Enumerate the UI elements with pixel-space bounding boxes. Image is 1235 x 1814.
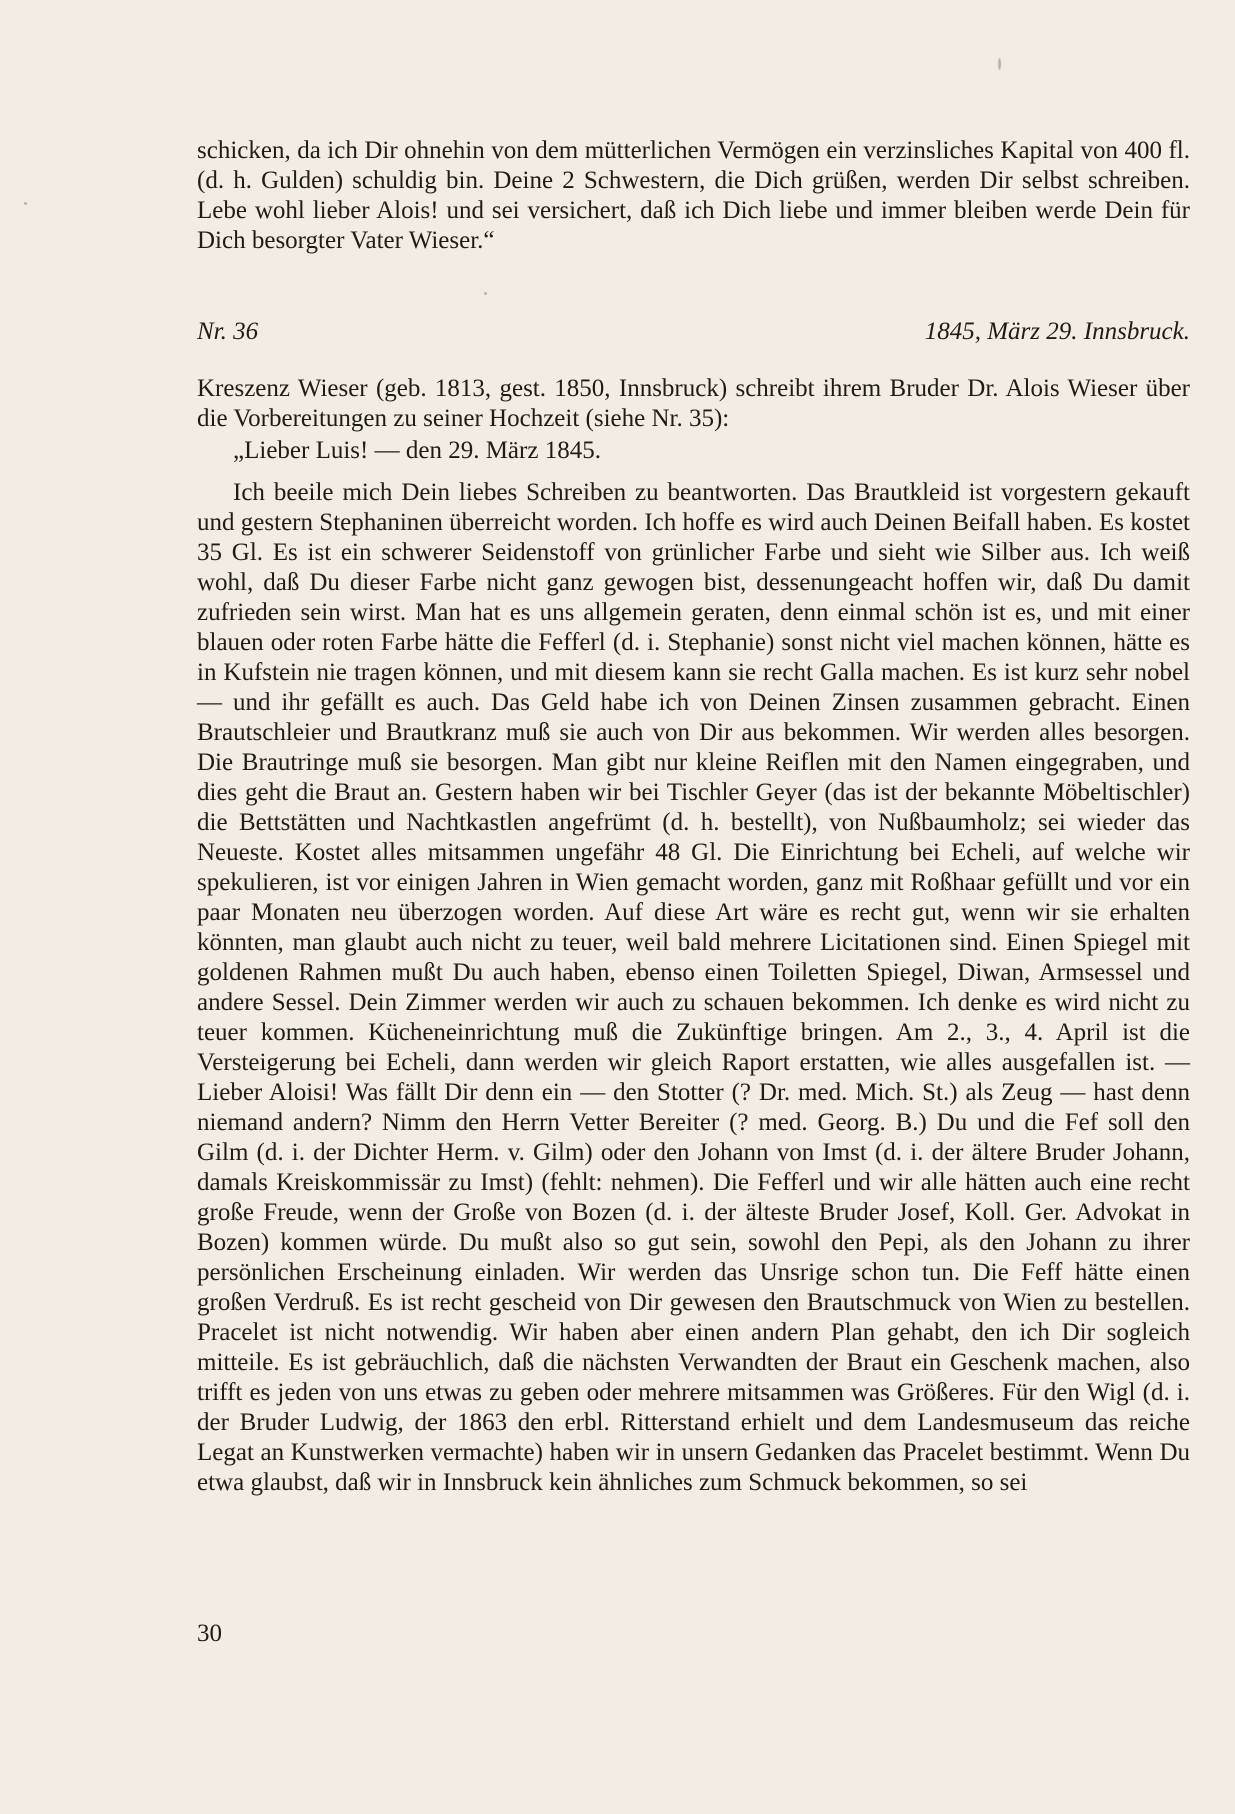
letter-ending-paragraph: schicken, da ich Dir ohnehin von dem mütterlichen Vermögen ein verzinsliches Kapital von 400 fl. (d. h. Gulden) schuldig bin. Deine 2 Schwestern, die Dich grüßen, werden Dir selbst schreiben. Lebe wohl lieber Alois! und sei versichert, daß ich Dich liebe und immer bleiben werde Dein für Dich besorgter Vater Wieser.“ (197, 137, 1190, 254)
entry-date-place: 1845, März 29. Innsbruck. (924, 318, 1190, 345)
letter-salutation: „Lieber Luis! — den 29. März 1845. (233, 437, 601, 464)
entry-header (197, 318, 1190, 346)
intro-paragraph: Kreszenz Wieser (geb. 1813, gest. 1850, Innsbruck) schreibt ihrem Bruder Dr. Alois Wieser über die Vorbereitungen zu seiner Hochzeit (siehe Nr. 35): (197, 375, 1190, 432)
paper-speck (998, 58, 1001, 70)
paper-speck (24, 202, 27, 205)
page-number: 30 (197, 1620, 222, 1647)
letter-body (197, 478, 1190, 1498)
letter-ending (197, 136, 1190, 256)
body-paragraph: Ich beeile mich Dein liebes Schreiben zu beantworten. Das Brautkleid ist vorgestern gekauft und gestern Stephaninen überreicht worden. Ich hoffe es wird auch Deinen Beifall haben. Es kostet 35 Gl. Es ist ein schwerer Seidenstoff von grünlicher Farbe und sieht wie Silber aus. Ich weiß wohl, daß Du dieser Farbe nicht ganz gewogen bist, dessenungeacht hoffen wir, daß Du damit zufrieden sein wirst. Man hat es uns allgemein geraten, denn einmal schön ist es, und mit einer blauen oder roten Farbe hätte die Fefferl (d. i. Stephanie) sonst nicht viel machen können, hätte es in Kufstein nie tragen können, und mit diesem kann sie recht Galla machen. Es ist kurz sehr nobel — und ihr gefällt es auch. Das Geld habe ich von Deinen Zinsen zusammen gebracht. Einen Brautschleier und Brautkranz muß sie auch von Dir aus bekommen. Wir werden alles besorgen. Die Brautringe muß sie besorgen. Man gibt nur kleine Reiflen mit den Namen eingegraben, und dies geht die Braut an. Gestern haben wir bei Tischler Geyer (das ist der bekannte Möbeltischler) die Bettstätten und Nachtkastlen angefrümt (d. h. bestellt), von Nußbaumholz; sei wieder das Neueste. Kostet alles mitsammen ungefähr 48 Gl. Die Einrichtung bei Echeli, auf welche wir spekulieren, ist vor einigen Jahren in Wien gemacht worden, ganz mit Roßhaar gefüllt und vor ein paar Monaten neu überzogen worden. Auf diese Art wäre es recht gut, wenn wir sie erhalten könnten, man glaubt auch nicht zu teuer, weil bald mehrere Licitationen sind. Einen Spiegel mit goldenen Rahmen mußt Du auch haben, ebenso einen Toiletten Spiegel, Diwan, Armsessel und andere Sessel. Dein Zimmer werden wir auch zu schauen bekommen. Ich denke es wird nicht zu teuer kommen. Kücheneinrichtung muß die Zukünftige bringen. Am 2., 3., 4. April ist die Versteigerung bei Echeli, dann werden wir gleich Raport erstatten, wie alles ausgefallen ist. — Lieber Aloisi! Was fällt Dir denn ein — den Stotter (? Dr. med. Mich. St.) als Zeug — hast denn niemand andern? Nimm den Herrn Vetter Bereiter (? med. Georg. B.) Du und die Fef soll den Gilm (d. i. der Dichter Herm. v. Gilm) oder den Johann von Imst (d. i. der ältere Bruder Johann, damals Kreiskommissär zu Imst) (fehlt: nehmen). Die Fefferl und wir alle hätten auch eine recht große Freude, wenn der Große von Bozen (d. i. der älteste Bruder Josef, Koll. Ger. Advokat in Bozen) kommen würde. Du mußt also so gut sein, sowohl den Pepi, als den Johann zu ihrer persönlichen Erscheinung einladen. Wir werden das Unsrige schon tun. Die Feff hätte einen großen Verdruß. Es ist recht gescheid von Dir gewesen den Brautschmuck von Wien zu bestellen. Pracelet ist nicht notwendig. Wir haben aber einen andern Plan gehabt, den ich Dir sogleich mitteile. Es ist gebräuchlich, daß die nächsten Verwandten der Braut ein Geschenk machen, also trifft es jeden von uns etwas zu geben oder mehrere mitsammen was Größeres. Für den Wigl (d. i. der Bruder Ludwig, der 1863 den erbl. Ritterstand erhielt und dem Landesmuseum das reiche Legat an Kunstwerken vermachte) haben wir in unsern Gedanken das Pracelet bestimmt. Wenn Du etwa glaubst, daß wir in Innsbruck kein ähnliches zum Schmuck bekommen, so sei (197, 479, 1190, 1496)
entry-intro (197, 374, 1190, 434)
paper-speck (484, 292, 487, 295)
entry-number: Nr. 36 (197, 318, 259, 345)
